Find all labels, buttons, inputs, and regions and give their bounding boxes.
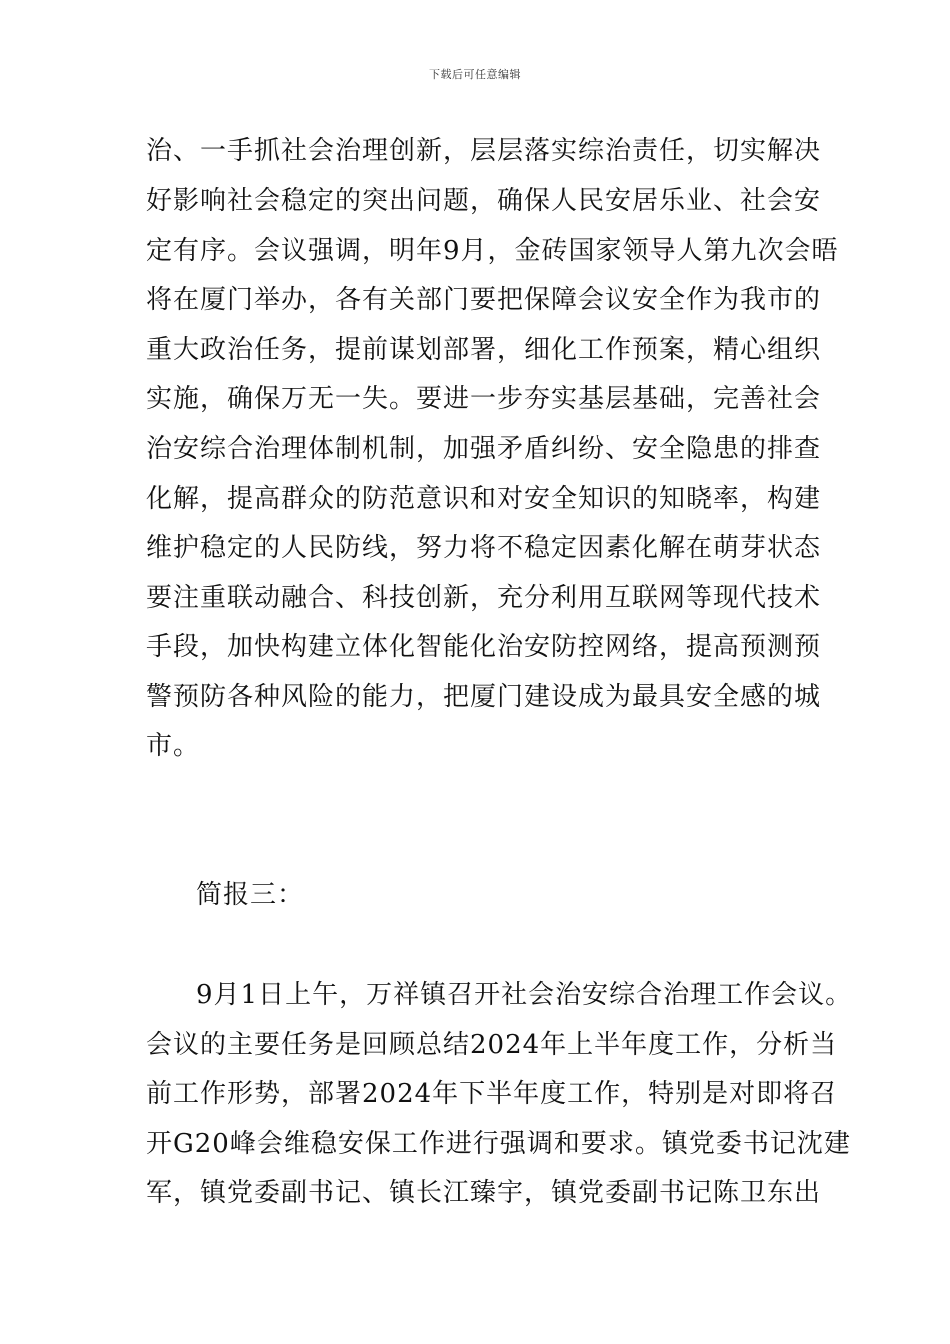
text-line: 要注重联动融合、科技创新，充分利用互联网等现代技术 — [146, 583, 822, 613]
text-line: 实施，确保万无一失。要进一步夯实基层基础，完善社会 — [146, 384, 822, 414]
text-line: 手段，加快构建立体化智能化治安防控网络，提高预测预 — [146, 632, 822, 662]
text-line: 治安综合治理体制机制，加强矛盾纠纷、安全隐患的排查 — [146, 434, 822, 464]
text-line: 前工作形势，部署2024年下半年度工作，特别是对即将召 — [146, 1079, 838, 1109]
text-line: 维护稳定的人民防线，努力将不稳定因素化解在萌芽状态 — [146, 533, 822, 563]
text-line: 重大政治任务，提前谋划部署，细化工作预案，精心组织 — [146, 335, 822, 365]
text-line: 化解，提高群众的防范意识和对安全知识的知晓率，构建 — [146, 484, 822, 514]
text-line: 警预防各种风险的能力，把厦门建设成为最具安全感的城 — [146, 682, 822, 712]
text-line: 定有序。会议强调，明年9月，金砖国家领导人第九次会晤 — [146, 236, 839, 266]
text-line: 会议的主要任务是回顾总结2024年上半年度工作，分析当 — [146, 1030, 838, 1060]
text-line: 好影响社会稳定的突出问题，确保人民安居乐业、社会安 — [146, 186, 822, 216]
text-line: 治、一手抓社会治理创新，层层落实综治责任，切实解决 — [146, 136, 822, 166]
download-note: 下载后可任意编辑 — [429, 68, 521, 81]
text-line: 开G20峰会维稳安保工作进行强调和要求。镇党委书记沈建 — [146, 1129, 851, 1159]
section-title: 简报三： — [196, 880, 305, 910]
text-line: 市。 — [146, 731, 201, 761]
text-line: 军，镇党委副书记、镇长江臻宇，镇党委副书记陈卫东出 — [146, 1178, 822, 1208]
text-line: 将在厦门举办，各有关部门要把保障会议安全作为我市的 — [146, 285, 822, 315]
text-line: 9月1日上午，万祥镇召开社会治安综合治理工作会议。 — [196, 980, 853, 1010]
